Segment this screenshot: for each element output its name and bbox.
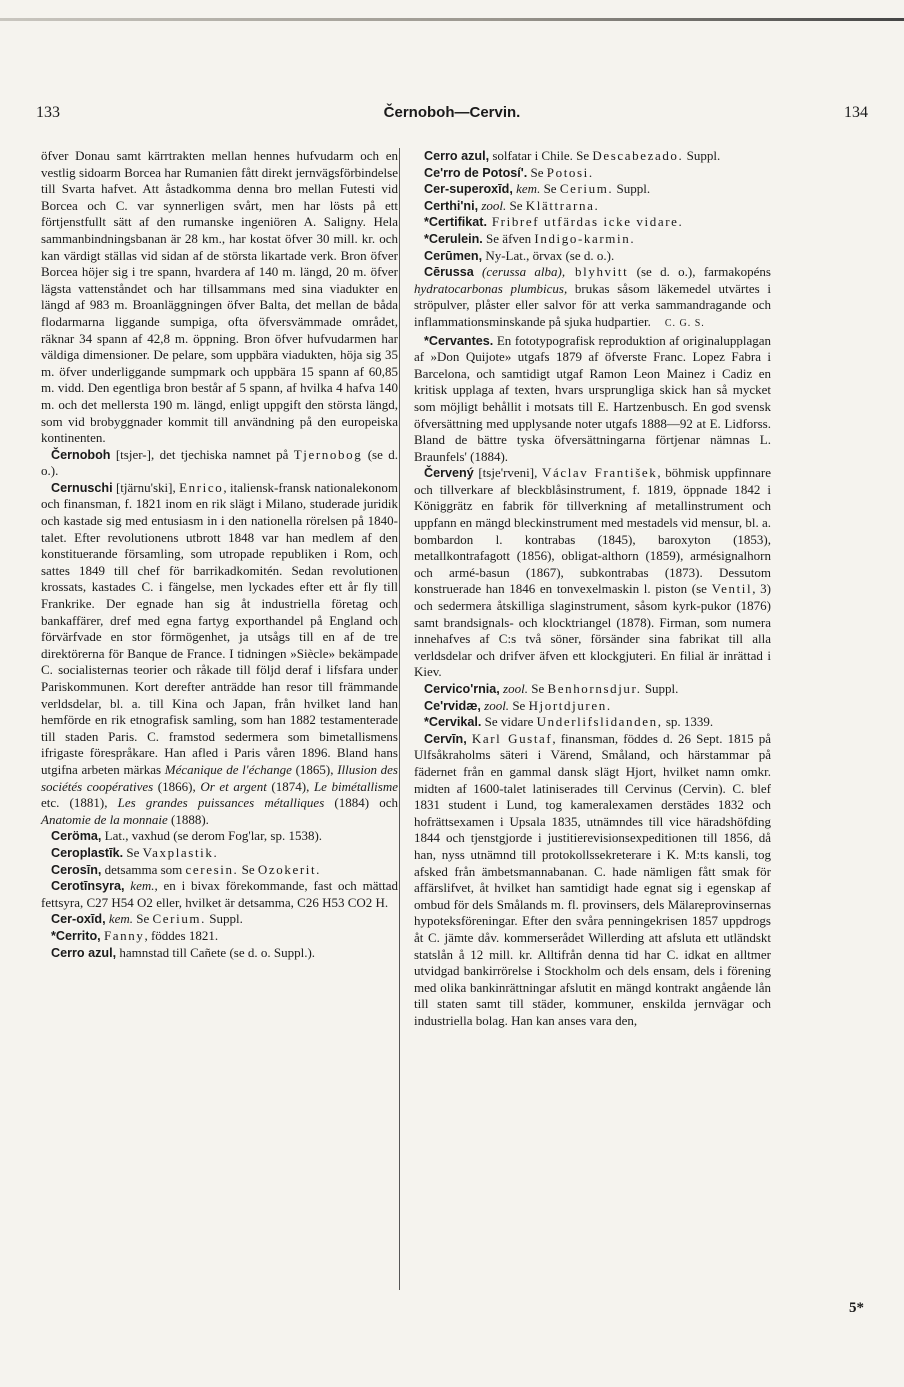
right-column — [414, 148, 771, 1029]
page-header — [36, 104, 868, 126]
page-top-rule — [0, 18, 904, 21]
entry-cer-superoxid: Cer-superoxīd, kem. Se Cerium. Suppl. — [424, 181, 651, 197]
entry-cerussa: Cērussa (cerussa alba), blyhvitt (se d. o.), farmakopéns hydratocarbonas plumbicus, brukas såsom läkemedel utvärtes i ströpulver, plåster eller salvor för att verka sammandragande och inflammationsminskande på sjuka hudpartier. C. G. S. — [414, 264, 771, 329]
headword: Cerūmen, — [424, 248, 483, 263]
entry-cerumen: Cerūmen, Ny-Lat., örvax (se d. o.). — [424, 247, 615, 263]
page-number-right: 134 — [844, 104, 868, 121]
headword: Ceröma, — [51, 829, 102, 844]
headword: Cerosīn, — [51, 862, 102, 877]
headword: Červený — [424, 466, 474, 481]
page-number-left: 133 — [36, 104, 60, 121]
entry-cerveny: Červený [tsje'rveni], Václav František, böhmisk uppfinnare och tillverkare af bleckblåsinstrument, f. 1819, öppnade 1842 i Königgrätz en fabrik för tillverkning af metallinstrument och uppfann en mängd bleckinstrument med mestadels vid mensur, bl. a. bombardon l. kontrabas (1845), baroxyton (1853), metallkontrafagott (1856), obligat-althorn (1859), armésignalhorn och armé-basun (1867), subkontrabas (1873). Dessutom konstruerade han 1846 en tonvexelmaskin l. piston (se Ventil, 3) och sedermera åtskilliga slaginstrument, såsom kyrk-pukor (1876) samt brandsignals- och klocktriangel (1878). Firman, som numera innehafves af C:s två söner, försänder sina fabrikat till alla verldsdelar och drifver äfven ett klockgjuteri. En filial är inrättad i Kiev. — [414, 465, 771, 680]
entry-cerosin: Cerosīn, detsamma som ceresin. Se Ozokerit. — [51, 861, 322, 877]
entry-cerro-azul-solfatar: Cerro azul, solfatar i Chile. Se Descabezado. Suppl. — [424, 148, 721, 163]
headword: *Cerulein. — [424, 231, 483, 246]
left-column — [41, 148, 398, 961]
entry-ceroplastik: Ceroplastīk. Se Vaxplastik. — [51, 844, 219, 860]
headword: *Cerrito, — [51, 928, 101, 943]
headword: Cervico'rnia, — [424, 682, 500, 696]
headword: Cērussa — [424, 265, 474, 280]
entry-cervantes: *Cervantes. En fototypografisk reproduktion af originalupplagan af »Don Quijote» utgafs 1879 af öfverste Franc. Lopez Fabra i Barcelona, och samtidigt utgaf Ramon Leon Mainez i Cadiz en kritisk upplaga af texten, hvars ursprungliga skick han så mycket som möjligt behållit i motsats till E. Hartzenbusch. En god svensk öfversättning med upplysande noter utgafs 1888—92 at E. Lidforss. Bland de bättre tyska öfversättningarna förtjenar nämnas L. Braunfels' (1884). — [414, 332, 771, 464]
headword: Cervīn, — [424, 731, 467, 746]
entry-cervicornia: Cervico'rnia, zool. Se Benhornsdjur. Suppl. — [424, 681, 679, 696]
entry-cervidae: Ce'rvidæ, zool. Se Hjortdjuren. — [424, 697, 612, 713]
entry-certifikat: *Certifikat. Fribref utfärdas icke vidare. — [424, 214, 684, 230]
headword: *Cervantes. — [424, 333, 494, 348]
sheet-signature: 5* — [849, 1300, 864, 1316]
headword: Ce'rro de Potosí'. — [424, 165, 528, 180]
entry-cernoboh: Černoboh [tsjer-], det tjechiska namnet på Tjernobog (se d. o.). — [41, 446, 398, 479]
entry-cernuschi: Cernuschi [tjärnu'ski], Enrico, italiensk-fransk nationalekonom och finansman, f. 1821 inom en rik slägt i Milano, studerade juridik och kastade sig med entusiasm in i den nationella rörelsen på 1840-talet. Efter revolutionens utbrott 1848 var han medlem af den konstituerande församling, som utropade republiken i Rom, och sattes 1849 till chef för barrikadkomitén. Sedan revolutionen krossats, kastades C. i fängelse, men lyckades efter ett år fly till Frankrike. Der egnade han sig åt industriella företag och bankaffärer, dref med egna fartyg exporthandel på England och förvärfvade en stor förmögenhet, ja utsågs till en af de tre direktörerna för Banque de France. I tidningen »Siècle» bekämpade C. socialisternas teorier och råkade till följd deraf i lifsfara under Pariskommunen. Kort derefter anträdde han resor till främmande verldsdelar, bl. a. till Kina och Japan, från hvilket land han hemförde en rik etnografisk samling, som han 1882 testamenterade till staden Paris. C. framstod sedermera som bimetallismens ifrigaste förespråkare. Han afled i Paris våren 1896. Bland hans utgifna arbeten märkas Mécanique de l'échange (1865), Illusion des sociétés coopératives (1866), Or et argent (1874), Le bimétallisme etc. (1881), Les grandes puissances métalliques (1884) och Anatomie de la monnaie (1888). — [41, 479, 399, 827]
entry-certhini: Certhi'ni, zool. Se Klättrarna. — [424, 197, 600, 213]
headword: Cerro azul, — [424, 149, 490, 163]
headword: Cernuschi — [51, 480, 113, 495]
headword: Cer-superoxīd, — [424, 182, 513, 197]
entry-continuation: öfver Donau samt kärrtrakten mellan hennes hufvudarm och en vestlig sidoarm Borcea har Rumanien fått direkt jernvägsförbindelse till Svarta hafvet. Att åstadkomma denna bro mellan Futesti vid Borcea och C. var synnerligen svårt, men har lösts på ett förtjenstfullt sätt af den rumanske ingeniören A. Saligny. Hela sammanbindningsbanan är 28 km., har kostat öfver 30 mill. kr. och kan värdigt ställas vid sidan af de största likartade verk. Bron öfver Borcea höjer sig i tre spann, hvardera af 140 m. längd, 20 m. öfver lägsta vattenståndet och har tillsammans med sina viadukter en längd af 983 m. Broanläggningen öfver Balta, det mellan de båda flodarmarna liggande sumpiga, ofta öfversvämmade området, räknar 34 spann af 42,8 m. öppning. Bron öfver hufvudarmen har väldiga dimensioner. De pelare, som uppbära viadukten, höja sig 35 m. öfver underliggande sumpmark och uppbära 15 spann af 60,85 m. vidd. Den egentliga bron består af 5 spann, af hvilka 4 hafva 140 m. och det mellersta 190 m. längd, enligt uppgift den största längd, som vid brobyggnader kommit till användning på den europeiska kontinenten. — [41, 148, 398, 446]
chemical-formula: C27 H54 O2 — [86, 894, 153, 910]
entry-ceroxid: Cer-oxīd, kem. Se Cerium. Suppl. — [51, 911, 243, 927]
author-signature: C. G. S. — [664, 317, 705, 329]
chemical-formula: C26 H53 CO2 H. — [297, 894, 389, 910]
entry-ceroma: Ceröma, Lat., vaxhud (se derom Fog'lar, sp. 1538). — [51, 828, 323, 844]
headword: Ce'rvidæ, — [424, 698, 481, 713]
column-divider — [399, 148, 400, 1290]
headword: Ceroplastīk. — [51, 845, 124, 860]
headword: Cer-oxīd, — [51, 912, 106, 927]
headword: Černoboh — [51, 447, 111, 462]
headword: *Certifikat. — [424, 215, 487, 230]
entry-cerulein: *Cerulein. Se äfven Indigo-karmin. — [424, 230, 636, 246]
entry-cervin: Cervīn, Karl Gustaf, finansman, föddes d. 26 Sept. 1815 på Ulfsåkraholms säteri i Värend, Småland, och härstammar på fädernet från en gammal dansk slägt Hjort, hvilket namn omkr. midten af 1600-talet latiniserades till Cervinus (Cervin). C. blef 1831 student i Lund, tog kameralexamen derstädes 1832 och hofrättsexamen i Upsala 1835, utnämndes till vice häradshöfding 1844 och tjenstgjorde i justitierevisionsexpeditionen till 1856, då han, nyss utnämnd till protokollssekreterare i K. M:ts kansli, tog afsked från ämbetsmannabanan. C. hade nämligen fått smak för affärslifvet, åt hvilket han samtidigt hade egnat sig i egenskap af ombud för dels Smålands m. fl. provinsers, dels Mälareprovinsernas hypoteksföreningar. Efter den svåra penningekrisen 1857 uppdrogs åt C. jämte dåv. kommerserådet Willerding att afsluta ett utländskt statslån å 12 mill. kr. Alltifrån denna tid har C. idkat en alltmer utvidgad bankirrörelse i Stockholm och dels ensam, dels i förening med olika bankinrättningar afslutit en mängd kontrakt angående lån till staten samt till städer, kommuner, enskilda jernvägar och industriella bolag. Han kan anses vara den, — [414, 730, 771, 1028]
cross-reference: Tjernobog — [293, 446, 363, 462]
headword: Cerotīnsyra, — [51, 879, 125, 894]
entry-cerro-de-potosi: Ce'rro de Potosí'. Se Potosi. — [424, 164, 594, 180]
headword: *Cervikal. — [424, 715, 482, 730]
running-title: Černoboh—Cervin. — [383, 104, 521, 121]
entry-cerotinsyra: Cerotīnsyra, kem., en i bivax förekommande, fast och mättad fettsyra, C27 H54 O2 eller, hvilket är detsamma, C26 H53 CO2 H. — [41, 878, 398, 910]
entry-cerrito: *Cerrito, Fanny, föddes 1821. — [51, 927, 219, 943]
entry-cervikal: *Cervikal. Se vidare Underlifslidanden, sp. 1339. — [424, 714, 714, 730]
entry-cerro-azul-hamnstad: Cerro azul, hamnstad till Cañete (se d. o. Suppl.). — [51, 944, 316, 960]
headword: Certhi'ni, — [424, 198, 479, 213]
headword: Cerro azul, — [51, 945, 117, 960]
